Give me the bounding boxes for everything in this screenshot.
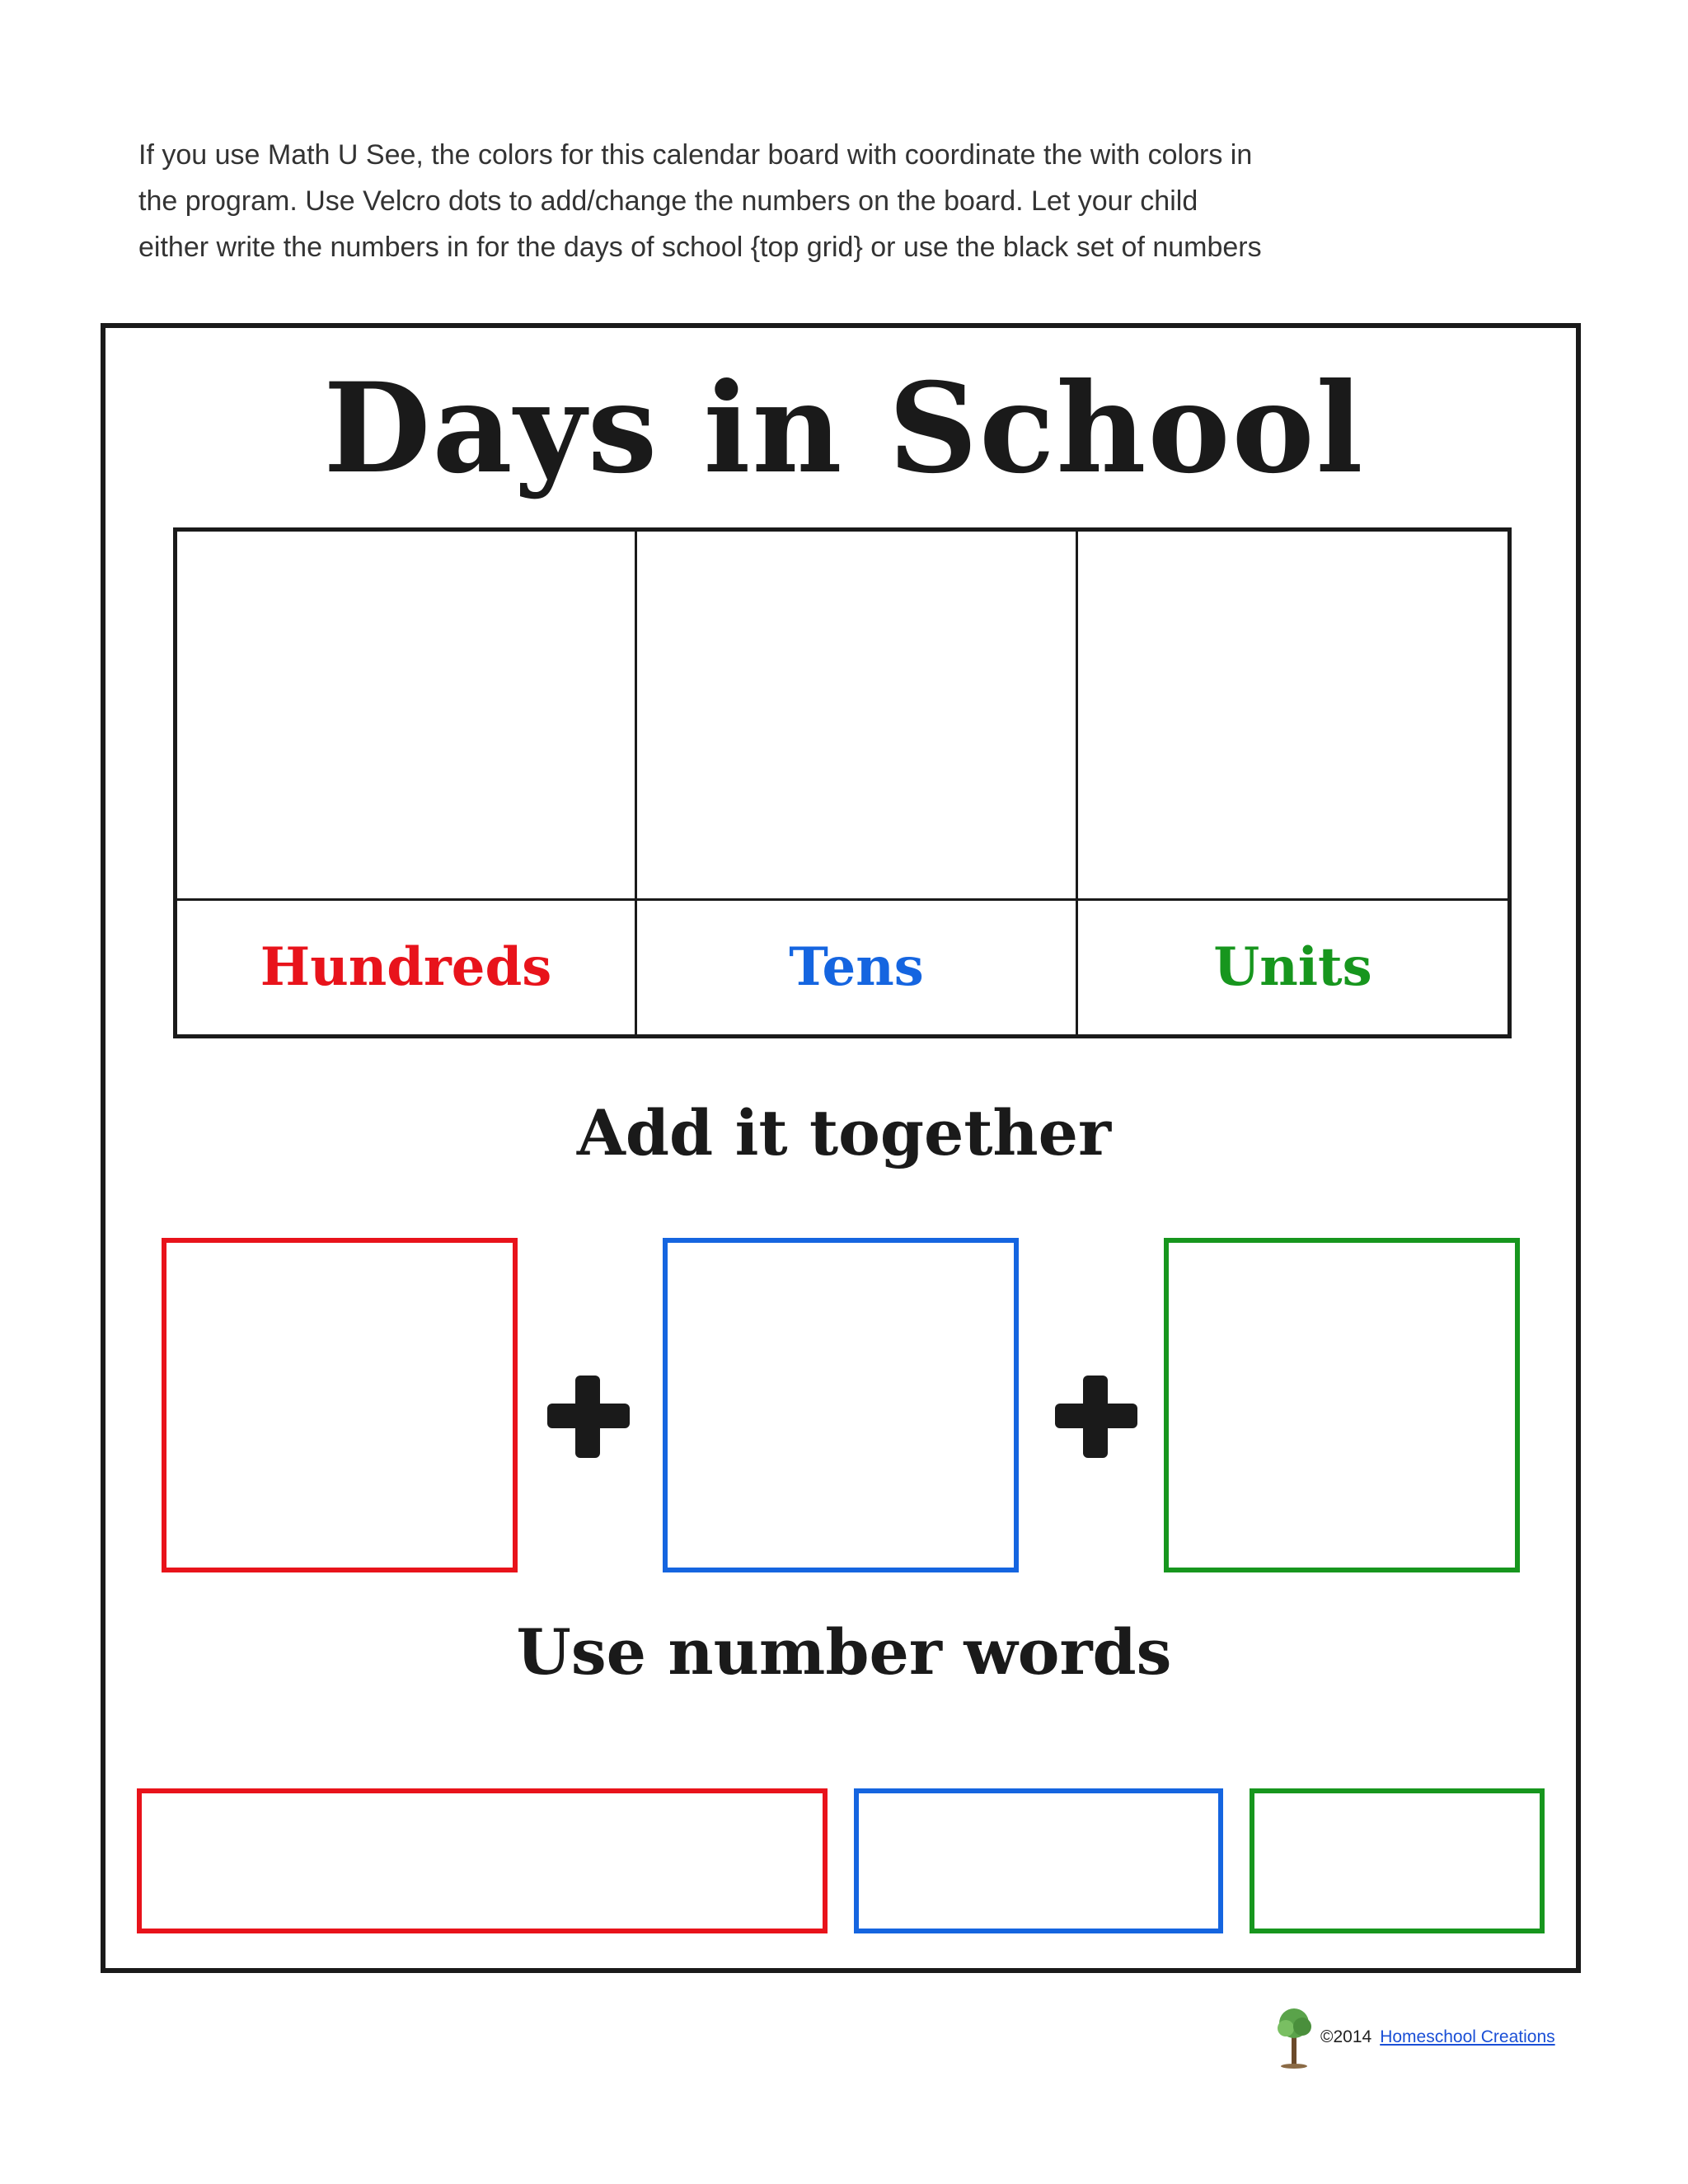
hundreds-word-box[interactable] bbox=[137, 1788, 828, 1933]
hundreds-digit-cell[interactable] bbox=[177, 532, 635, 898]
units-label: Units bbox=[1213, 936, 1372, 998]
place-value-grid bbox=[173, 527, 1512, 1038]
tens-sum-box[interactable] bbox=[663, 1238, 1019, 1572]
hundreds-sum-box[interactable] bbox=[162, 1238, 518, 1572]
tree-icon bbox=[1276, 2005, 1312, 2069]
tens-word-box[interactable] bbox=[854, 1788, 1223, 1933]
instructions-line-1: If you use Math U See, the colors for this calendar board with coordinate the with colors in bbox=[138, 139, 1253, 171]
units-sum-box[interactable] bbox=[1164, 1238, 1520, 1572]
copyright-footer bbox=[1276, 2004, 1555, 2070]
number-words-heading: Use number words bbox=[516, 1615, 1172, 1689]
add-it-together-heading: Add it together bbox=[576, 1096, 1112, 1169]
hundreds-label: Hundreds bbox=[260, 936, 552, 998]
board-title: Days in School bbox=[323, 356, 1365, 501]
units-word-box[interactable] bbox=[1250, 1788, 1545, 1933]
instructions-paragraph bbox=[138, 132, 1490, 270]
plus-icon bbox=[1052, 1372, 1142, 1463]
instructions-line-3: either write the numbers in for the days of school {top grid} or use the black set of numbers bbox=[138, 232, 1262, 263]
units-digit-cell[interactable] bbox=[1078, 532, 1507, 898]
homeschool-creations-link[interactable]: Homeschool Creations bbox=[1380, 2027, 1555, 2046]
plus-icon bbox=[544, 1372, 635, 1463]
copyright-text: ©2014 bbox=[1320, 2027, 1372, 2046]
tens-digit-cell[interactable] bbox=[637, 532, 1076, 898]
instructions-line-2: the program. Use Velcro dots to add/change the numbers on the board. Let your child bbox=[138, 185, 1198, 217]
tens-label: Tens bbox=[789, 936, 924, 998]
